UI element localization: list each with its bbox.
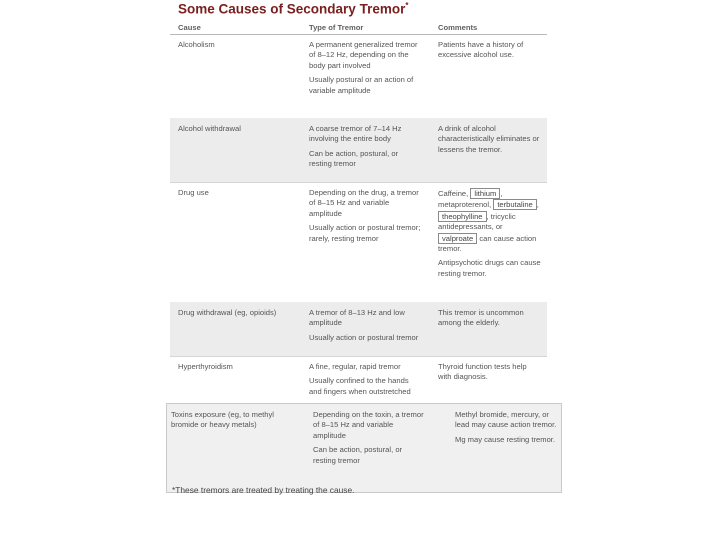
comments-text: Methyl bromide, mercury, or lead may cause action tremor. <box>455 410 557 430</box>
comments-text: A drink of alcohol characteristically eliminates or lessens the tremor. <box>438 124 540 154</box>
drug-link-terbutaline[interactable]: terbutaline <box>493 199 536 210</box>
drug-link-lithium[interactable]: lithium <box>470 188 500 199</box>
cause-cell: Hyperthyroidism <box>178 362 233 371</box>
comments-cell <box>438 124 542 159</box>
cause-cell: Alcoholism <box>178 40 215 49</box>
drug-link-valproate[interactable]: valproate <box>438 233 477 244</box>
type-cell <box>309 308 421 347</box>
table-row <box>170 118 547 183</box>
comments-text: Caffeine, lithium , metaproterenol, terbutaline , theophylline , tricyclic antidepressants, or valproate can cause action tremor. <box>438 189 539 254</box>
comments-text: Patients have a history of excessive alcohol use. <box>438 40 524 60</box>
comments-text: This tremor is uncommon among the elderly. <box>438 308 524 328</box>
type-text: Can be action, postural, or resting tremor <box>313 445 403 465</box>
type-cell <box>309 124 421 174</box>
table-row <box>170 182 547 303</box>
comments-cell <box>438 40 542 65</box>
table-footnote: *These tremors are treated by treating the cause. <box>172 485 355 495</box>
type-cell <box>313 410 425 470</box>
page-title: Some Causes of Secondary Tremor* <box>178 1 409 17</box>
cause-cell: Toxins exposure (eg, to methyl bromide or heavy metals) <box>171 410 274 430</box>
drug-link-theophylline[interactable]: theophylline <box>438 211 487 222</box>
comments-cell <box>438 362 542 387</box>
comments-cell <box>438 188 542 283</box>
type-text: A tremor of 8–13 Hz and low amplitude <box>309 308 405 328</box>
type-text: A coarse tremor of 7–14 Hz involving the entire body <box>309 124 402 144</box>
header-comments: Comments <box>438 23 478 32</box>
table-row <box>170 302 547 357</box>
header-type: Type of Tremor <box>309 23 364 32</box>
comments-cell <box>455 410 559 449</box>
type-text: Depending on the drug, a tremor of 8–15 Hz and variable amplitude <box>309 188 419 218</box>
table-row <box>166 403 562 493</box>
cause-cell: Drug withdrawal (eg, opioids) <box>178 308 277 317</box>
comments-text: Mg may cause resting tremor. <box>455 434 556 444</box>
table-row <box>170 34 547 119</box>
header-cause: Cause <box>178 23 201 32</box>
table-header <box>170 18 547 35</box>
type-text: Depending on the toxin, a tremor of 8–15 Hz and variable amplitude <box>313 410 424 440</box>
type-text: A permanent generalized tremor of 8–12 Hz, depending on the body part involved <box>309 40 418 70</box>
cause-cell: Drug use <box>178 188 209 197</box>
type-text: Usually action or postural tremor <box>309 332 419 342</box>
type-text: Usually confined to the hands and fingers when outstretched <box>309 376 411 396</box>
type-cell <box>309 188 421 248</box>
type-text: Can be action, postural, or resting tremor <box>309 148 399 169</box>
type-text: Usually postural or an action of variable amplitude <box>309 75 414 95</box>
type-cell <box>309 40 421 100</box>
type-text: Usually action or postural tremor; rarely, resting tremor <box>309 223 421 243</box>
type-text: A fine, regular, rapid tremor <box>309 362 401 371</box>
type-cell <box>309 362 421 401</box>
cause-cell: Alcohol withdrawal <box>178 124 241 133</box>
comments-cell <box>438 308 542 333</box>
comments-text: Thyroid function tests help with diagnosis. <box>438 362 527 382</box>
comments-text: Antipsychotic drugs can cause resting tremor. <box>438 258 541 278</box>
title-footnote-mark: * <box>405 1 409 10</box>
